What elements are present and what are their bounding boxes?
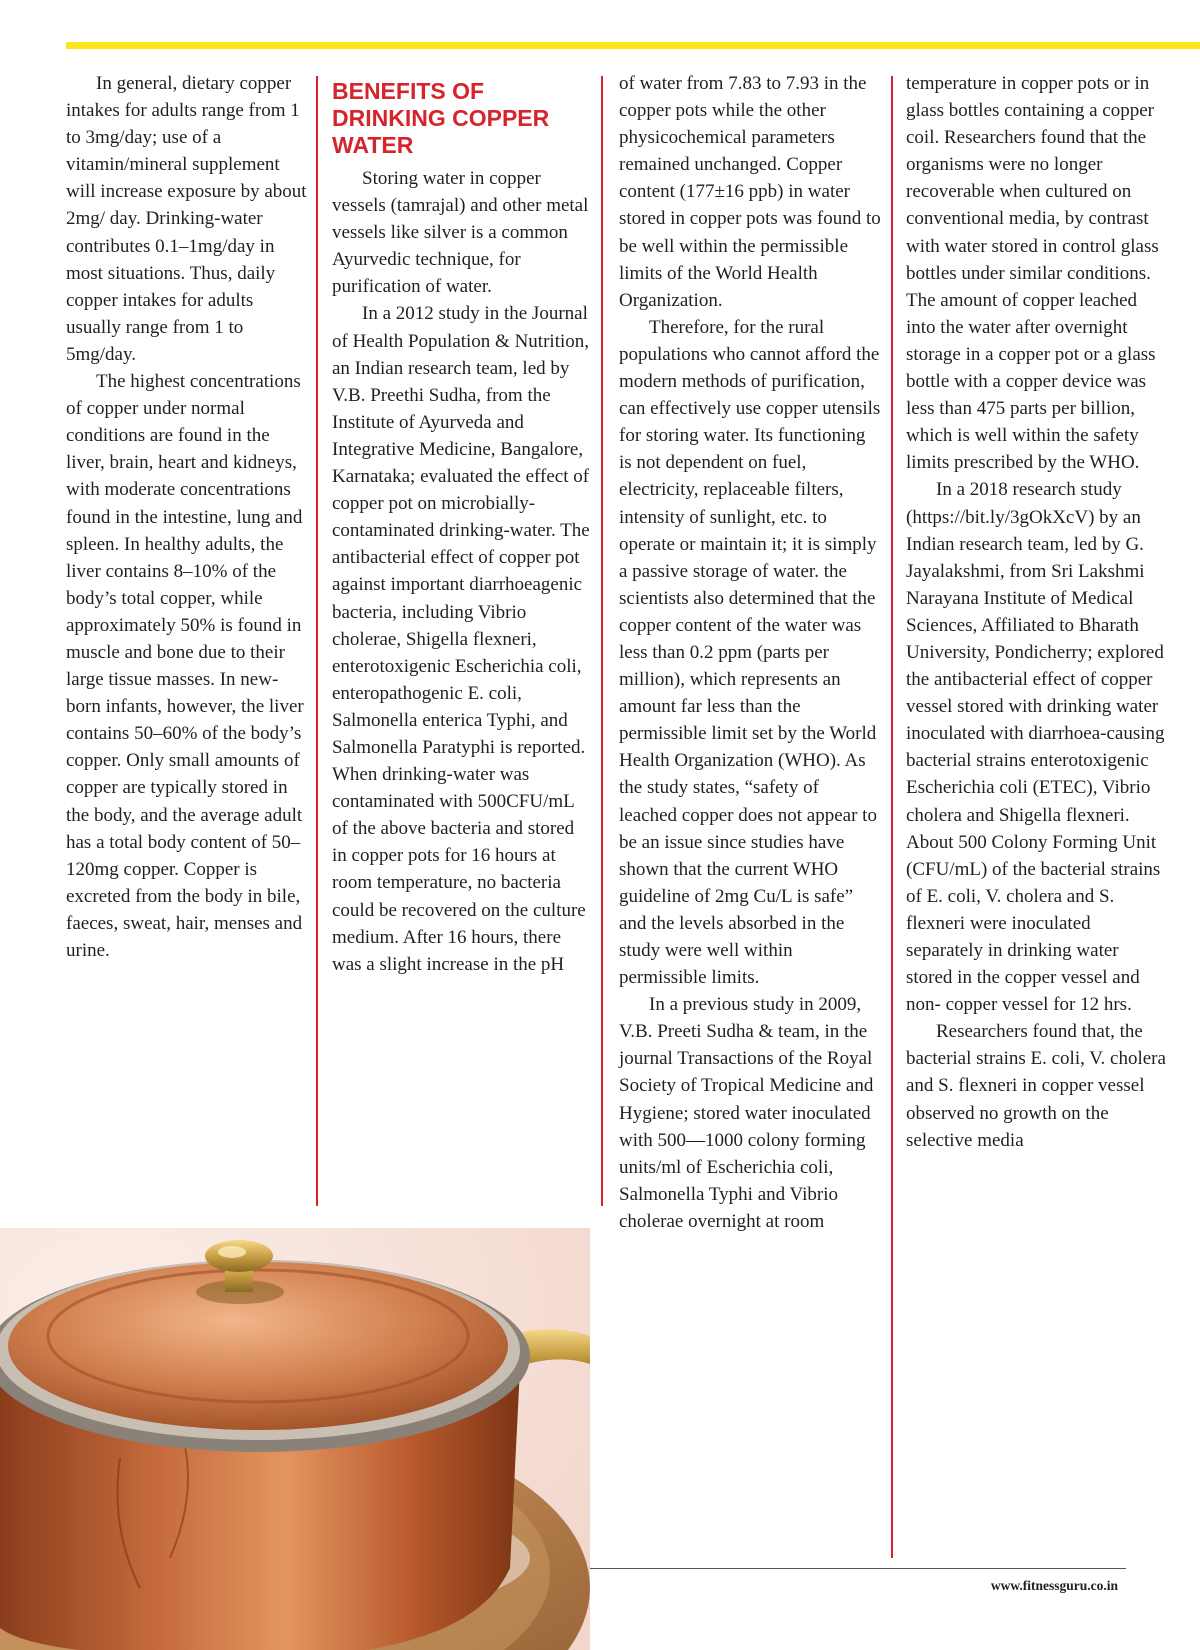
paragraph: In a previous study in 2009, V.B. Preeti Sudha & team, in the journal Transactions of the Royal Society of Tropical Medicine and Hygiene; stored water inoculated with 500—1000 colony forming units/ml of Escherichia coli, Salmonella Typhi and Vibrio cholerae overnight at room: [619, 994, 874, 1232]
top-accent-bar: [66, 42, 1200, 49]
column-divider: [891, 76, 893, 1558]
paragraph: In a 2012 study in the Journal of Health Population & Nutrition, an Indian research team, led by V.B. Preethi Sudha, from the Institute of Ayurveda and Integrative Medicine, Bangalore, Karnataka; evaluated the effect of copper pot on microbially-contaminated drinking-water. The antibacterial effect of copper pot against important diarrhoeagenic bacteria, including Vibrio cholerae, Shigella flexneri, enterotoxigenic Escherichia coli, enteropathogenic E. coli, Salmonella enterica Typhi, and Salmonella Paratyphi is reported. When drinking-water was contaminated with 500CFU/mL of the above bacteria and stored in copper pots for 16 hours at room temperature, no bacteria could be recovered on the culture medium. After 16 hours, there was a slight increase in the pH: [332, 303, 590, 975]
footer-url: www.fitnessguru.co.in: [990, 1578, 1118, 1593]
paragraph: Therefore, for the rural populations who cannot afford the modern methods of purification, can effectively use copper utensils for storing water. Its functioning is not dependent on fuel, electricity, replaceable filters, intensity of sunlight, etc. to operate or maintain it; it is simply a passive storage of water. the scientists also determined that the copper content of the water was less than 0.2 ppm (parts per million), which represents an amount far less than the permissible limit set by the World Health Organization (WHO). As the study states, “safety of leached copper does not appear to be an issue since studies have shown that the current WHO guideline of 2mg Cu/L is safe” and the levels absorbed in the study were well within permissible limits.: [619, 316, 881, 989]
paragraph: Researchers found that, the bacterial strains E. coli, V. cholera and S. flexneri in copper vessel observed no growth on the selective media: [906, 1021, 1166, 1151]
paragraph: In a 2018 research study (https://bit.ly/3gOkXcV) by an Indian research team, led by G. Jayalakshmi, from Sri Lakshmi Narayana Institute of Medical Sciences, Affiliated to Bharath University, Pondicherry; explored the antibacterial effect of copper vessel stored with drinking water inoculated with diarrhoea-causing bacterial strains enterotoxigenic Escherichia coli (ETEC), Vibrio cholera and Shigella flexneri. About 500 Colony Forming Unit (CFU/mL) of the bacterial strains of E. coli, V. cholera and S. flexneri were inoculated separately in drinking water stored in the copper vessel and non- copper vessel for 12 hrs.: [906, 479, 1165, 1016]
paragraph: temperature in copper pots or in glass bottles containing a copper coil. Researchers found that the organisms were no longer recoverable when cultured on conventional media, by contrast with water stored in control glass bottles under similar conditions. The amount of copper leached into the water after overnight storage in a copper pot or a glass bottle with a copper device was less than 475 parts per billion, which is well within the safety limits prescribed by the WHO.: [906, 73, 1159, 474]
footer-rule: [590, 1568, 1126, 1569]
article-column-2: [332, 70, 592, 978]
article-column-1: [66, 70, 311, 964]
section-heading: BENEFITS OF DRINKING COPPER WATER: [332, 78, 550, 158]
column-divider: [601, 76, 603, 1206]
copper-pot-photo: [0, 1228, 590, 1650]
column-divider: [316, 76, 318, 1206]
paragraph: of water from 7.83 to 7.93 in the copper pots while the other physicochemical parameters remained unchanged. Copper content (177±16 ppb) in water stored in copper pots was found to be well within the permissible limits of the World Health Organization.: [619, 73, 881, 311]
paragraph: In general, dietary copper intakes for adults range from 1 to 3mg/day; use of a vitamin/mineral supplement will increase exposure by about 2mg/ day. Drinking-water contributes 0.1–1mg/day in most situations. Thus, daily copper intakes for adults usually range from 1 to 5mg/day.: [66, 73, 307, 365]
article-column-3: [619, 70, 881, 1235]
paragraph: The highest concentrations of copper under normal conditions are found in the liver, brain, heart and kidneys, with moderate concentrations found in the intestine, lung and spleen. In healthy adults, the liver contains 8–10% of the body’s total copper, while approximately 50% is found in muscle and bone due to their large tissue masses. In new-born infants, however, the liver contains 50–60% of the body’s copper. Only small amounts of copper are typically stored in the body, and the average adult has a total body content of 50–120mg copper. Copper is excreted from the body in bile, faeces, sweat, hair, menses and urine.: [66, 371, 304, 961]
article-column-4: [906, 70, 1168, 1154]
paragraph: Storing water in copper vessels (tamrajal) and other metal vessels like silver is a common Ayurvedic technique, for purification of water.: [332, 168, 589, 298]
